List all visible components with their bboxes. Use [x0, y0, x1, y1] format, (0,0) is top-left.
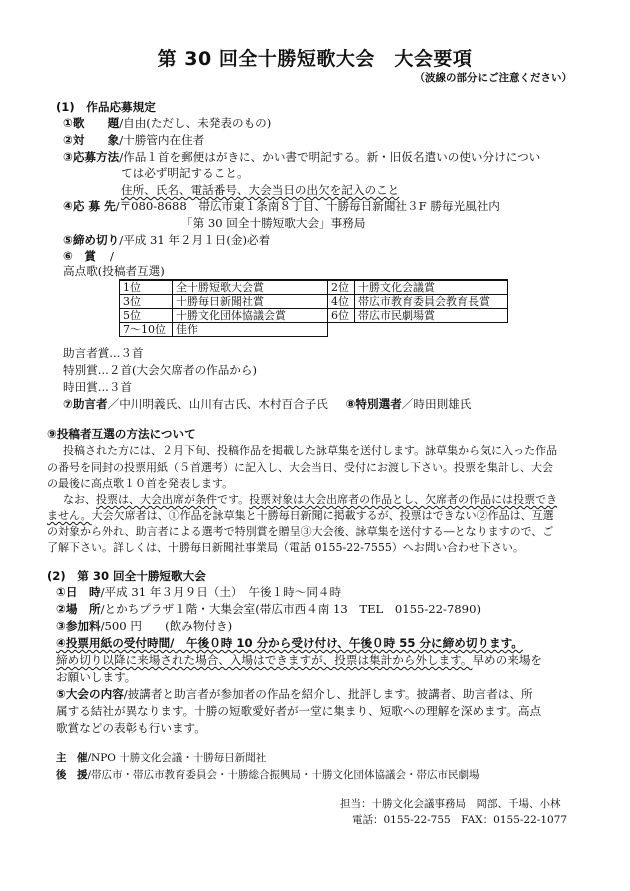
table-row — [120, 295, 508, 309]
table-cell: 帯広市教育委員会教育長賞 — [355, 295, 508, 309]
event-date — [56, 586, 341, 600]
event-date-label: ①日 時 — [56, 585, 101, 599]
ballot-note — [56, 654, 542, 668]
ballot-time-label: ④投票用紙の受付時間/ — [56, 636, 175, 650]
paragraph-line: の番号を同封の投票用紙（５首選考）に記入し、大会当日、受付にお渡し下さい。投票を集計し、大会 — [47, 461, 553, 474]
item-eligibility-text: /十勝管内在住者 — [119, 133, 205, 147]
section-1-heading: (1) 作品応募規定 — [56, 100, 156, 114]
event-content-text: /披講者と助言者が参加者の作品を紹介し、批評します。披講者、助言者は、所 — [123, 687, 533, 701]
table-cell: 7～10位 — [120, 323, 173, 337]
item-method-label: ③応募方法 — [63, 150, 120, 164]
ballot-time-text: 午後０時 10 分から受け付け、午後０時 55 分に締め切ります。 — [174, 636, 523, 650]
table-cell: 十勝文化団体協議会賞 — [173, 309, 328, 323]
event-content-2: 属する結社が異なります。十勝の短歌愛好者が一堂に集まり、短歌への理解を深めます。高点 — [56, 704, 542, 718]
item-method — [63, 151, 540, 165]
item-method-text: /作品１首を郵便はがきに、かい書で明記する。新・旧仮名遣いの使い分けについ — [119, 150, 541, 164]
item-deadline-text: /平成 31 年２月１日(金)必着 — [119, 233, 271, 247]
ballot-time — [56, 637, 523, 651]
item-method-text-2: ては必ず明記すること。 — [121, 166, 249, 180]
event-venue-label: ②場 所 — [56, 602, 101, 616]
table-cell: 全十勝短歌大会賞 — [173, 280, 328, 295]
table-cell: 5位 — [120, 309, 173, 323]
prize-special: 特別賞...２首(大会欠席者の作品から) — [63, 363, 258, 377]
paragraph-line — [63, 493, 557, 506]
ballot-note-wavy: 締め切り以降に来場された場合、入場はできますが、投票は集計から外します。 — [56, 653, 473, 667]
contact-person: 担当：十勝文化会議事務局 岡部、千場、小林 — [340, 798, 561, 810]
item-topic-label: ①歌 題 — [63, 116, 120, 130]
paragraph-line: の対象から外れ、助言者による選考で特別賞を贈呈③大会後、詠草集を送付する―となりますので、ご — [47, 525, 554, 538]
item-address — [63, 200, 500, 214]
table-cell-empty — [355, 323, 508, 337]
host-text: /NPO 十勝文化会議・十勝毎日新聞社 — [87, 752, 267, 764]
host-line — [56, 750, 266, 765]
item-deadline-label: ⑤締め切り — [63, 233, 120, 247]
table-row — [120, 309, 508, 323]
item-address-text: /〒080-8688 帯広市東１条南８丁目、十勝毎日新聞社３F 勝毎光風社内 — [115, 199, 500, 213]
page-note: （波線の部分にご注意ください） — [414, 72, 572, 84]
event-content-3: 歌賞などの表彰も行います。 — [56, 721, 206, 735]
item-method-text-3: 住所、氏名、電話番号、大会当日の出欠を記入のこと — [121, 183, 400, 197]
paragraph-fragment: なお、 — [63, 493, 96, 506]
item-address-label: ④応 募 先 — [63, 199, 116, 213]
advisers-text: ／中川明義氏、山川有古氏、木村百合子氏 — [107, 397, 328, 411]
table-cell: 6位 — [328, 309, 355, 323]
event-venue-text: /とかちプラザ１階・大集会室(帯広市西４南 13 TEL 0155-22-7890) — [100, 602, 481, 616]
table-cell: 4位 — [328, 295, 355, 309]
event-date-text: /平成 31 年３月９日（土） 午後１時～同４時 — [100, 585, 342, 599]
paragraph-line: 了解下さい。詳しくは、十勝毎日新聞社事業局（電話 0155-22-7555）へお問い合わせ下さい。 — [47, 541, 524, 554]
table-cell-empty — [328, 323, 355, 337]
awards-sub-label: 高点歌(投稿者互選) — [63, 264, 165, 278]
paragraph-fragment: 大会欠席者は、①作品を詠草集と十勝毎日新聞に掲載するが、投票はできない②作品は、互選 — [91, 509, 554, 522]
prize-adviser: 助言者賞...３首 — [63, 346, 144, 360]
support-line — [56, 767, 480, 782]
paragraph-wavy: 投票対象は大会出席者の作品とし、欠席者の作品には投票でき — [249, 493, 558, 506]
section-2-heading: (2) 第 30 回全十勝短歌大会 — [47, 569, 206, 583]
paragraph-line — [47, 509, 554, 522]
table-cell: 佳作 — [173, 323, 328, 337]
advisers-label: ⑦助言者 — [63, 397, 108, 411]
support-label: 後 援 — [56, 769, 88, 781]
support-text: /帯広市・帯広市教育委員会・十勝総合振興局・十勝文化団体協議会・帯広市民劇場 — [87, 769, 480, 781]
item-topic — [63, 117, 271, 131]
paragraph-line: 投稿された方には、２月下旬、投稿作品を掲載した詠草集を送付します。詠草集から気に入った作品 — [63, 444, 558, 457]
event-venue — [56, 603, 481, 617]
item-eligibility — [63, 134, 204, 148]
table-cell: 2位 — [328, 280, 355, 295]
event-fee-label: ③参加料 — [56, 619, 101, 633]
awards-table — [119, 279, 508, 337]
advisers — [63, 398, 471, 412]
item-eligibility-label: ②対 象 — [63, 133, 120, 147]
paragraph-fragment: です。 — [217, 493, 250, 506]
item-topic-text: /自由(ただし、未発表のもの) — [119, 116, 272, 130]
table-cell: 3位 — [120, 295, 173, 309]
special-judge-text: ／時田則雄氏 — [401, 397, 472, 411]
section-9-heading: ⑨投稿者互選の方法について — [47, 427, 196, 441]
page-title: 第 30 回全十勝短歌大会 大会要項 — [157, 48, 473, 70]
special-judge-label: ⑧特別選者 — [345, 397, 402, 411]
item-address-text-2: 「第 30 回全十勝短歌大会」事務局 — [181, 216, 366, 230]
table-cell: 十勝毎日新聞社賞 — [173, 295, 328, 309]
contact-phone: 電話：0155-22-755 FAX：0155-22-1077 — [352, 814, 568, 826]
paragraph-wavy: 投票は、大会出席が条件 — [96, 493, 217, 506]
item-deadline — [63, 234, 270, 248]
table-cell: 帯広市民劇場賞 — [355, 309, 508, 323]
paragraph-line: の最後に高点歌１０首を発表します。 — [47, 477, 234, 490]
table-row — [120, 280, 508, 295]
paragraph-wavy: ません。 — [47, 509, 92, 522]
event-fee — [56, 620, 232, 634]
event-content-label: ⑤大会の内容 — [56, 687, 124, 701]
ballot-note-text: 早めの来場を — [472, 653, 543, 667]
table-row — [120, 323, 508, 337]
item-awards — [63, 250, 114, 264]
ballot-note-2: お願いします。 — [56, 670, 137, 684]
host-label: 主 催 — [56, 752, 88, 764]
event-fee-text: /500 円 (飲み物付き) — [100, 619, 233, 633]
prize-tokita: 時田賞...３首 — [63, 380, 133, 394]
item-awards-text: / — [110, 249, 114, 263]
event-content — [56, 688, 533, 702]
table-cell: 1位 — [120, 280, 173, 295]
table-cell: 十勝文化会議賞 — [355, 280, 508, 295]
item-awards-label: ⑥ 賞 — [63, 249, 97, 263]
